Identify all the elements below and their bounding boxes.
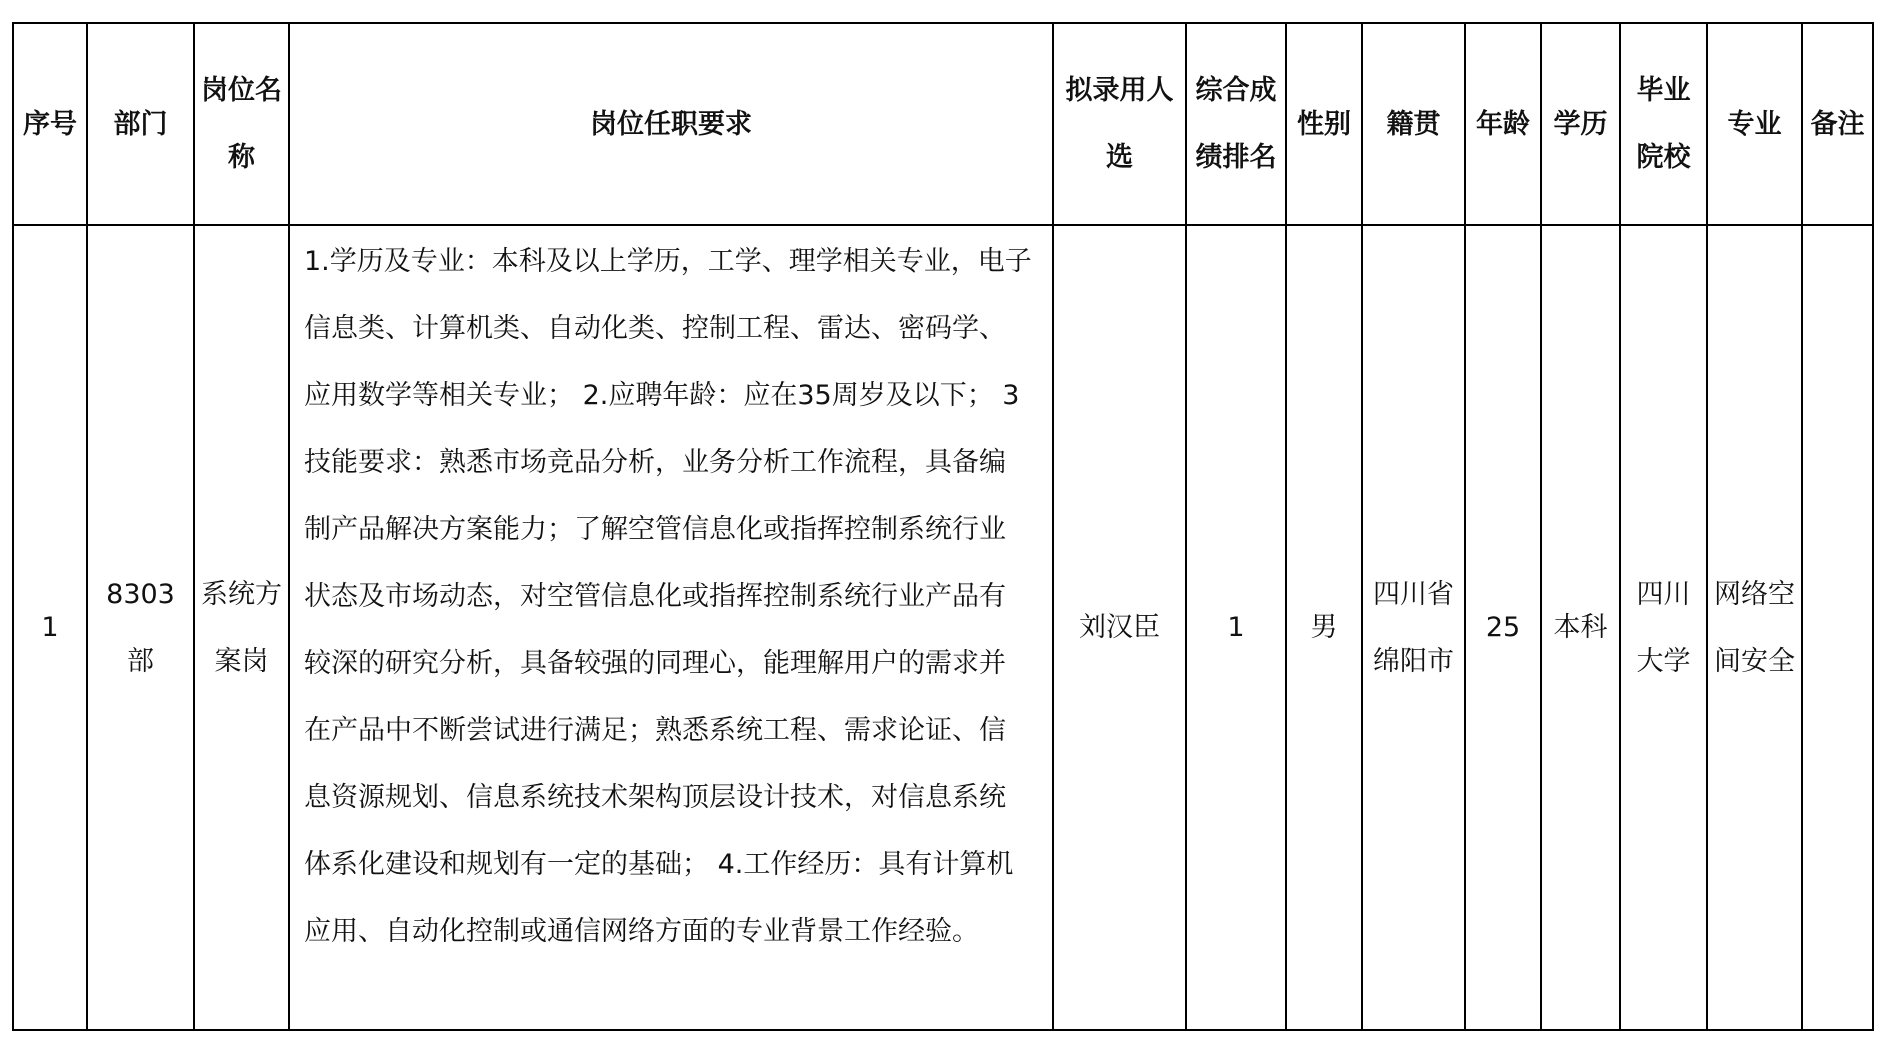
header-remarks: 备注 (1802, 23, 1873, 225)
header-position: 岗位名称 (194, 23, 289, 225)
header-education: 学历 (1541, 23, 1620, 225)
header-gender: 性别 (1286, 23, 1362, 225)
cell-candidate: 刘汉臣 (1053, 225, 1186, 1030)
cell-dept: 8303部 (87, 225, 194, 1030)
recruitment-table (12, 22, 1874, 1031)
cell-age: 25 (1465, 225, 1541, 1030)
cell-native-place: 四川省绵阳市 (1362, 225, 1465, 1030)
header-school: 毕业院校 (1620, 23, 1707, 225)
header-requirements: 岗位任职要求 (289, 23, 1053, 225)
header-native-place: 籍贯 (1362, 23, 1465, 225)
header-age: 年龄 (1465, 23, 1541, 225)
cell-school: 四川大学 (1620, 225, 1707, 1030)
table-row (13, 225, 1873, 1030)
cell-position: 系统方案岗 (194, 225, 289, 1030)
header-major: 专业 (1707, 23, 1802, 225)
header-candidate: 拟录用人选 (1053, 23, 1186, 225)
cell-major: 网络空间安全 (1707, 225, 1802, 1030)
header-dept: 部门 (87, 23, 194, 225)
cell-education: 本科 (1541, 225, 1620, 1030)
table-header-row (13, 23, 1873, 225)
header-rank: 综合成绩排名 (1186, 23, 1286, 225)
cell-gender: 男 (1286, 225, 1362, 1030)
cell-requirements: 1.学历及专业：本科及以上学历，工学、理学相关专业，电子信息类、计算机类、自动化类、控制工程、雷达、密码学、应用数学等相关专业； 2.应聘年龄：应在35周岁及以下； 3技能要求：熟悉市场竞品分析，业务分析工作流程，具备编制产品解决方案能力；了解空管信息化或指挥控制系统行业状态及市场动态，对空管信息化或指挥控制系统行业产品有较深的研究分析，具备较强的同理心，能理解用户的需求并在产品中不断尝试进行满足；熟悉系统工程、需求论证、信息资源规划、信息系统技术架构顶层设计技术，对信息系统体系化建设和规划有一定的基础； 4.工作经历：具有计算机应用、自动化控制或通信网络方面的专业背景工作经验。 (289, 225, 1053, 1030)
header-seq: 序号 (13, 23, 87, 225)
cell-rank: 1 (1186, 225, 1286, 1030)
cell-seq: 1 (13, 225, 87, 1030)
cell-remarks (1802, 225, 1873, 1030)
